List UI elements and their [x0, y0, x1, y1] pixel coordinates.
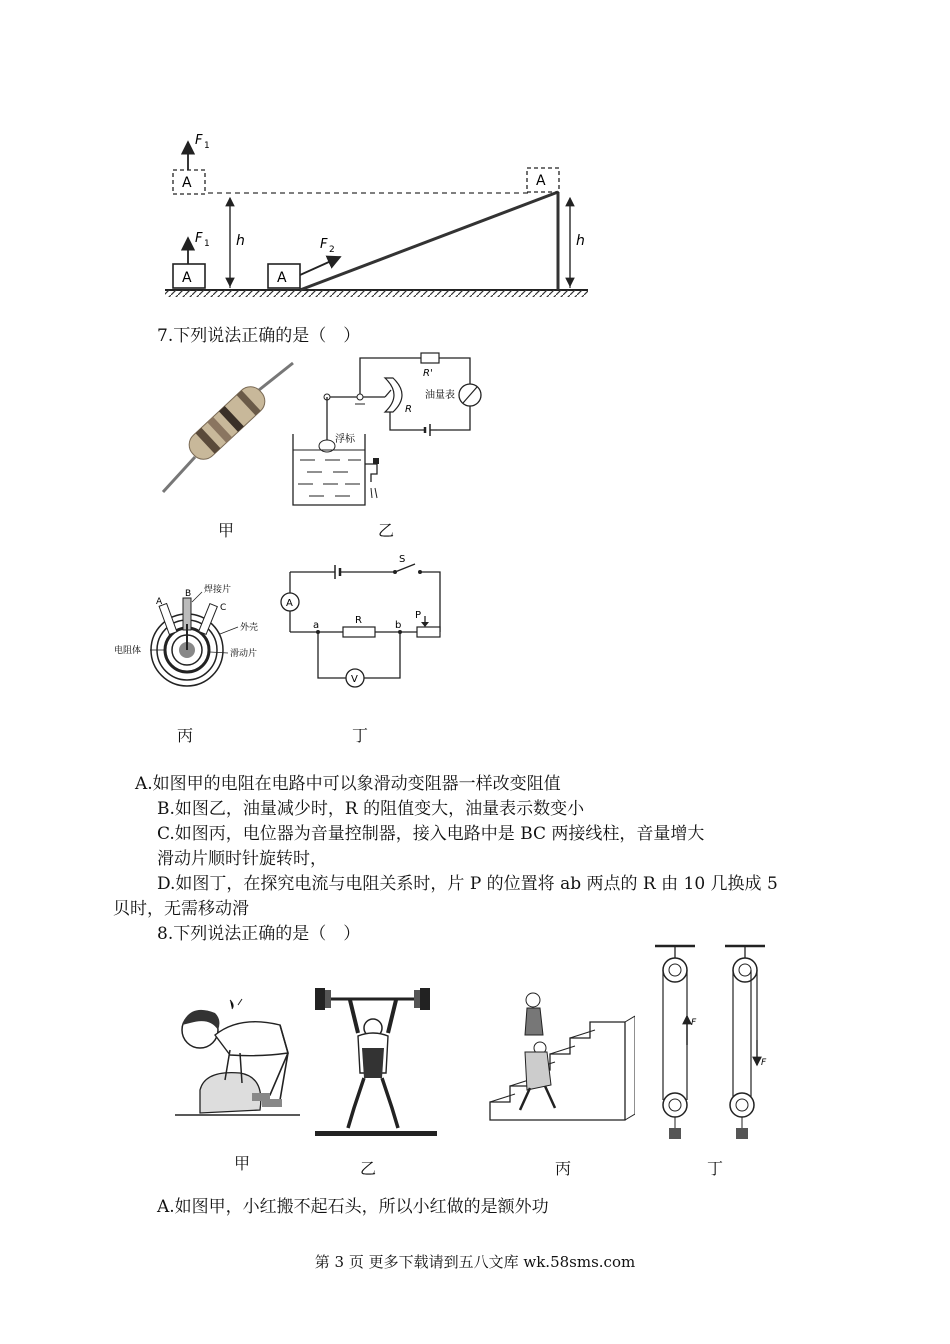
q7-option-b: B.如图乙，油量减少时，R 的阻值变大，油量表示数变小	[157, 799, 585, 819]
svg-text:A: A	[286, 598, 293, 609]
q7-option-d: D.如图丁，在探究电流与电阻关系时，片 P 的位置将 ab 两点的 R 由 10 几换成 5	[157, 874, 778, 894]
svg-text:F: F	[195, 231, 203, 246]
svg-text:F: F	[320, 237, 328, 252]
svg-text:外壳: 外壳	[240, 623, 259, 633]
svg-text:V: V	[351, 674, 358, 685]
svg-text:F: F	[761, 1058, 767, 1068]
q8-stem: 8.下列说法正确的是（ ）	[157, 924, 361, 944]
incline-figure	[150, 120, 610, 305]
q7-option-d-cont: 贝时，无需移动滑	[113, 899, 249, 919]
page-footer: 第 3 页 更多下载请到五八文库 wk.58sms.com	[314, 1253, 636, 1271]
q8-caption-ding: 丁	[707, 1159, 724, 1178]
q7-option-a: A.如图甲的电阻在电路中可以象滑动变阻器一样改变阻值	[135, 774, 561, 794]
q8-caption-jia: 甲	[234, 1154, 251, 1173]
svg-text:F: F	[691, 1018, 697, 1028]
svg-text:浮标: 浮标	[335, 434, 355, 445]
q7-stem: 7.下列说法正确的是（ ）	[157, 326, 361, 346]
q7-caption-bing: 丙	[177, 726, 194, 745]
svg-text:b: b	[395, 620, 402, 631]
q8-caption-bing: 丙	[555, 1159, 572, 1178]
svg-text:油量表: 油量表	[425, 390, 455, 401]
svg-text:A: A	[182, 270, 192, 286]
svg-text:P: P	[415, 610, 422, 621]
svg-text:焊接片: 焊接片	[204, 585, 232, 595]
svg-text:A: A	[536, 173, 546, 189]
svg-text:B: B	[185, 589, 192, 599]
svg-text:1: 1	[204, 239, 210, 249]
svg-text:h: h	[236, 233, 245, 249]
q7-caption-yi: 乙	[378, 521, 395, 540]
girl-lifting-rock-figure	[170, 995, 305, 1125]
svg-text:S: S	[399, 554, 406, 565]
q7-option-c-cont: 滑动片顺时针旋转时，	[157, 849, 327, 869]
svg-text:R: R	[405, 404, 412, 415]
q8-caption-yi: 乙	[360, 1159, 377, 1178]
svg-text:电阻体: 电阻体	[114, 646, 142, 656]
oil-gauge-figure	[285, 350, 490, 510]
svg-text:A: A	[277, 270, 287, 286]
svg-text:1: 1	[204, 141, 210, 151]
stairs-figure	[485, 990, 635, 1130]
svg-text:F: F	[195, 133, 203, 148]
potentiometer-figure	[112, 580, 267, 695]
svg-text:C: C	[220, 603, 227, 613]
svg-text:h: h	[576, 233, 585, 249]
svg-text:a: a	[313, 620, 320, 631]
svg-text:2: 2	[329, 245, 335, 255]
svg-text:滑动片: 滑动片	[230, 649, 258, 659]
svg-text:A: A	[156, 597, 163, 607]
pulley-figure	[645, 940, 775, 1145]
svg-text:R: R	[355, 615, 362, 626]
q7-option-c: C.如图丙，电位器为音量控制器，接入电路中是 BC 两接线柱，音量增大	[157, 824, 705, 844]
q7-caption-jia: 甲	[218, 521, 235, 540]
svg-text:A: A	[182, 175, 192, 191]
resistor-figure	[155, 360, 300, 500]
q8-option-a: A.如图甲，小红搬不起石头，所以小红做的是额外功	[157, 1197, 549, 1217]
q7-caption-ding: 丁	[352, 726, 369, 745]
svg-text:R': R'	[423, 368, 433, 379]
weightlifter-figure	[310, 978, 440, 1140]
circuit-figure	[275, 550, 455, 695]
